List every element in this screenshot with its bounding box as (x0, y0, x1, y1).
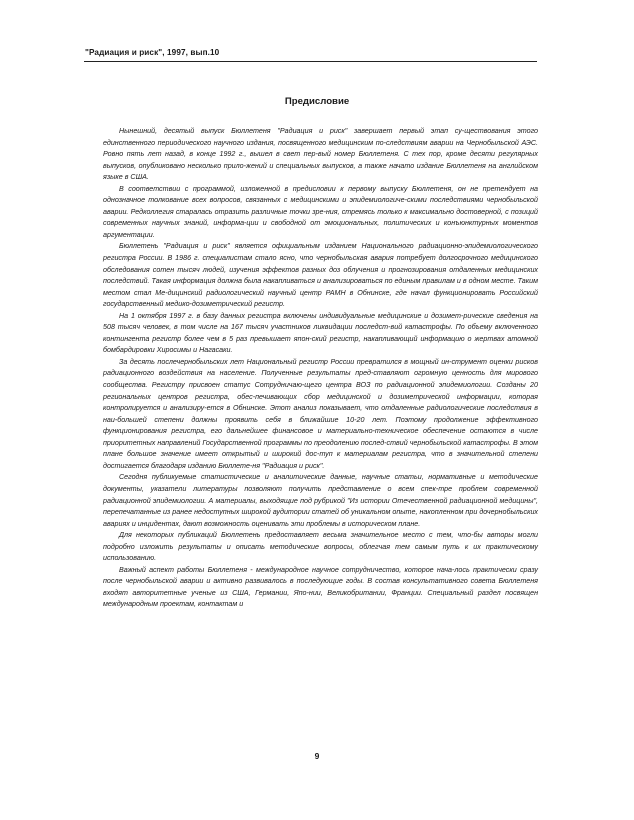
paragraph: Бюллетень "Радиация и риск" является официальным изданием Национального радиационно-эпидемиологического регистра России. В 1986 г. специалистам стало ясно, что чернобыльская авария потребует долгосрочного медицинского обследования сотен тысяч людей, изучения эффектов разных доз облучения и прогнозирования отдаленных медицинских последствий. Такая информация должна была накапливаться и анализироваться по единым правилам и в одном месте. Таким местом стал Ме-дицинский радиологический научный центр РАМН в Обнинске, где начал функционировать Российский государственный медико-дозиметрический регистр. (103, 242, 538, 309)
paragraph: Важный аспект работы Бюллетеня - международное научное сотрудничество, которое нача-лось практически сразу после чернобыльской аварии и активно развивалось в последующие годы. В состав консультативного совета Бюллетеня входят авторитетные ученые из США, Германии, Япо-нии, Великобритании, Франции. Специальный раздел посвящен международным проектам, контактам и (103, 565, 538, 609)
page-title: Предисловие (284, 96, 350, 107)
running-header: "Радиация и риск", 1997, вып.10 (85, 48, 220, 57)
paragraph: В соответствии с программой, изложенной в предисловии к первому выпуску Бюллетеня, он не претендует на однозначное толкование всех вопросов, связанных с медицинскими и эпидемиологиче-скими последствиями чернобыльской аварии. Редколлегия старалась отразить различные точки зре-ния, стремясь только к максимально достоверной, с позиций современных научных знаний, информа-ции и свободной от эмоциональных, политических и конъюнктурных моментов аргументации. (103, 184, 538, 239)
paragraph: Для некоторых публикаций Бюллетень предоставляет весьма значительное место с тем, что-бы авторы могли подробно изложить результаты и описать методические вопросы, облегчая тем самым путь к их практическому использованию. (103, 531, 538, 563)
paragraph: Нынешний, десятый выпуск Бюллетеня "Радиация и риск" завершает первый этап су-ществования этого единственного периодического научного издания, посвященного медицинским по-следствиям аварии на Чернобыльской АЭС. Ровно пять лет назад, в конце 1992 г., вышел в свет пер-вый номер Бюллетеня. С тех пор, кроме десяти регулярных выпусков, опубликовано несколько прило-жений и специальных выпусков, а также начато издание Бюллетеня на английском языке в США. (103, 127, 538, 182)
paragraph: На 1 октября 1997 г. в базу данных регистра включены индивидуальные медицинские и дозимет-рические сведения на 508 тысяч человек, в том числе на 167 тысяч участников ликвидации последст-вий катастрофы. По объему включенного контингента регистр более чем в 5 раз превышает япон-ский регистр, накапливающий информацию о жертвах атомной бомбардировки Хиросимы и Нагасаки. (103, 311, 538, 355)
paragraph: Сегодня публикуемые статистические и аналитические данные, научные статьи, нормативные и методические документы, указатели литературы позволяют получить представление о всем спек-тре проблем современной радиационной эпидемиологии. А материалы, выходящие под рубрикой "Из истории Отечественной радиационной медицины", перепечатанные из ранее недоступных широкой аудитории статей об уникальном опыте, накопленном при дочернобыльских авариях и инцидентах, дают возможность оценивать эти проблемы в историческом плане. (103, 473, 538, 528)
page-number: 9 (314, 751, 320, 761)
body-text (103, 126, 538, 611)
header-divider (84, 61, 537, 62)
paragraph: За десять послечернобыльских лет Национальный регистр России превратился в мощный ин-струмент оценки рисков радиационного воздействия на население. Полученные результаты пред-ставляют огромную ценность для мирового сообщества. Регистру присвоен статус Сотрудничаю-щего центра ВОЗ по радиационной эпидемиологии. Созданы 20 региональных центров регистра, обес-печивающих сбор медицинской и дозиметрической информации, которая контролируется и анализиру-ется в Обнинске. Этот анализ показывает, что отдаленные радиологические последствия в наи-большей степени должны проявить себя в ближайшие 10-20 лет. Поэтому продолжение эффективного функционирования регистра, его дальнейшее финансовое и материально-техническое обеспечение остаются в числе приоритетных направлений Государственной программы по преодолению послед-ствий чернобыльской катастрофы. В этом плане большое значение имеет открытый и широкий дос-туп к материалам регистра, что в значительной степени достигается благодаря изданию Бюллете-ня "Радиация и риск". (103, 357, 538, 470)
